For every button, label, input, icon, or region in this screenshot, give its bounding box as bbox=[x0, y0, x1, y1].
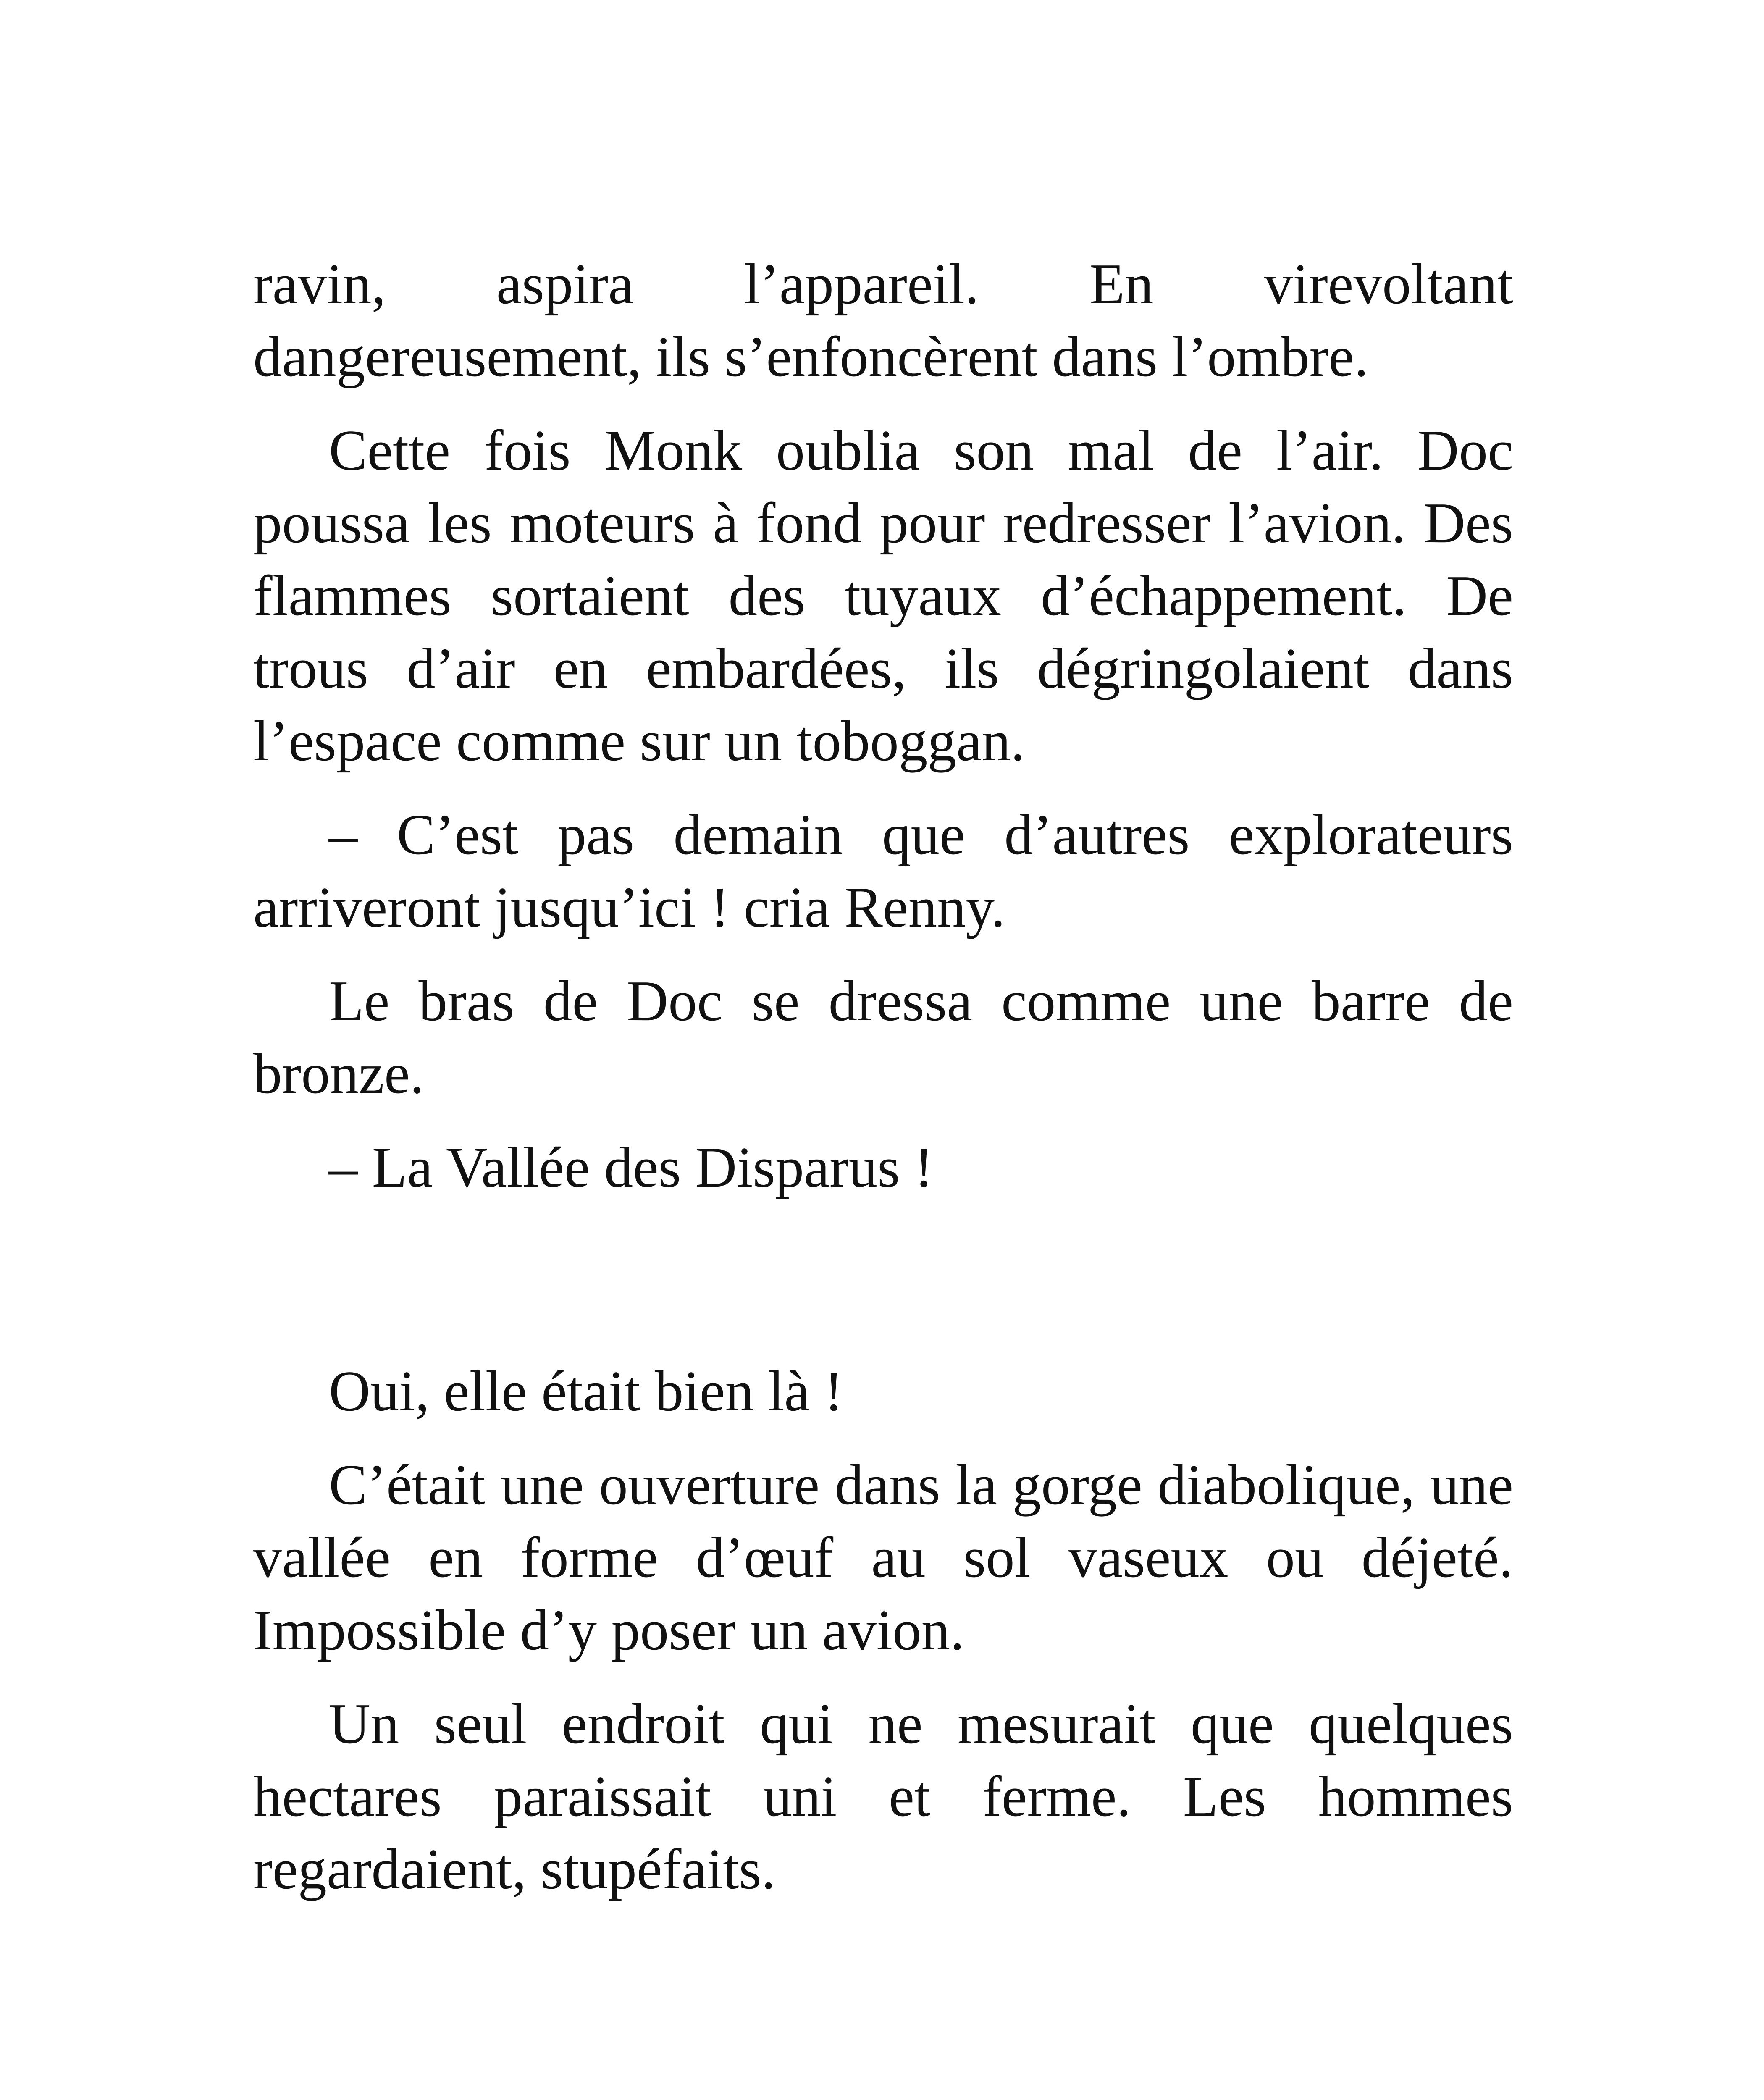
paragraph: Oui, elle était bien là ! bbox=[329, 1359, 843, 1423]
dialogue-paragraph: – La Vallée des Disparus ! bbox=[329, 1135, 934, 1199]
paragraph: Cette fois Monk oublia son mal de l’air. Doc poussa les moteurs à fond pour redresser l’avion. Des flammes sortaient des tuyaux d’échappement. De trous d’air en embardées, ils dégringolaient dans l’espace comme sur un toboggan. bbox=[253, 418, 1513, 773]
paragraph: Le bras de Doc se dressa comme une barre de bronze. bbox=[253, 969, 1513, 1105]
paragraph: C’était une ouverture dans la gorge diabolique, une vallée en forme d’œuf au sol vaseux ou déjeté. Impossible d’y poser un avion. bbox=[253, 1453, 1513, 1662]
body-text bbox=[253, 248, 1513, 1927]
paragraph: ravin, aspira l’appareil. En virevoltant dangereusement, ils s’enfoncèrent dans l’ombre. bbox=[253, 252, 1513, 388]
dialogue-paragraph: – C’est pas demain que d’autres explorateurs arriveront jusqu’ici ! cria Renny. bbox=[253, 803, 1513, 939]
paragraph: Un seul endroit qui ne mesurait que quelques hectares paraissait uni et ferme. Les hommes regardaient, stupéfaits. bbox=[253, 1692, 1513, 1901]
